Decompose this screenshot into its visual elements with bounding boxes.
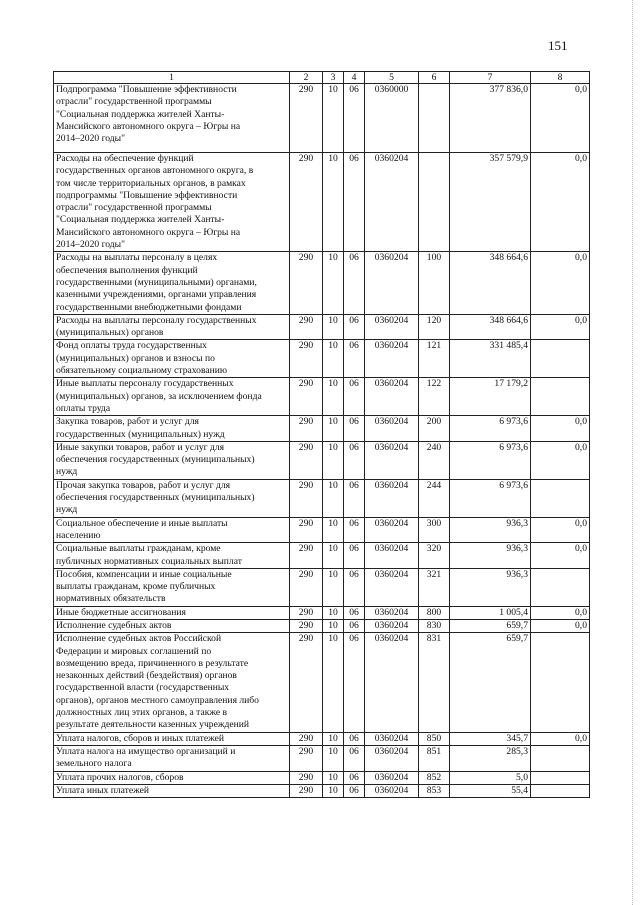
expense-type-cell: 321 xyxy=(419,568,450,606)
section-cell: 10 xyxy=(323,619,344,632)
column-header: 5 xyxy=(365,72,419,84)
row-name-cell: Уплата иных платежей xyxy=(54,784,290,797)
row-name-cell: Закупка товаров, работ и услуг для государственных (муниципальных) нужд xyxy=(54,416,290,442)
amount-cell: 6 973,6 xyxy=(450,479,531,517)
amount-cell xyxy=(531,378,590,416)
column-header: 8 xyxy=(531,72,590,84)
amount-cell: 0,0 xyxy=(531,314,590,340)
amount-cell: 345,7 xyxy=(450,732,531,745)
section-cell: 10 xyxy=(323,416,344,442)
target-item-cell: 0360204 xyxy=(365,732,419,745)
target-item-cell: 0360204 xyxy=(365,314,419,340)
code-cell: 290 xyxy=(290,732,323,745)
amount-cell: 0,0 xyxy=(531,441,590,479)
row-name-cell: Уплата прочих налогов, сборов xyxy=(54,771,290,784)
target-item-cell: 0360204 xyxy=(365,441,419,479)
section-cell: 10 xyxy=(323,745,344,771)
code-cell: 290 xyxy=(290,378,323,416)
column-header: 2 xyxy=(290,72,323,84)
subsection-cell: 06 xyxy=(344,732,365,745)
table-row xyxy=(54,543,590,569)
section-cell: 10 xyxy=(323,517,344,543)
table-row xyxy=(54,153,590,252)
amount-cell: 0,0 xyxy=(531,84,590,153)
code-cell: 290 xyxy=(290,619,323,632)
row-name-cell: Подпрограмма "Повышение эффективности отрасли" государственной программы "Социальная поддержка жителей Ханты- Мансийского автономного округа – Югры на 2014–2020 годы" xyxy=(54,84,290,153)
table-row xyxy=(54,252,590,314)
target-item-cell: 0360204 xyxy=(365,252,419,314)
amount-cell: 936,3 xyxy=(450,517,531,543)
row-name-cell: Исполнение судебных актов xyxy=(54,619,290,632)
amount-cell: 0,0 xyxy=(531,543,590,569)
code-cell: 290 xyxy=(290,745,323,771)
column-header: 1 xyxy=(54,72,290,84)
amount-cell xyxy=(531,633,590,732)
target-item-cell: 0360204 xyxy=(365,619,419,632)
code-cell: 290 xyxy=(290,479,323,517)
amount-cell: 377 836,0 xyxy=(450,84,531,153)
subsection-cell: 06 xyxy=(344,771,365,784)
target-item-cell: 0360204 xyxy=(365,153,419,252)
subsection-cell: 06 xyxy=(344,378,365,416)
row-name-cell: Уплата налога на имущество организаций и земельного налога xyxy=(54,745,290,771)
section-cell: 10 xyxy=(323,314,344,340)
amount-cell: 331 485,4 xyxy=(450,340,531,378)
amount-cell xyxy=(531,340,590,378)
expense-type-cell: 851 xyxy=(419,745,450,771)
expense-type-cell: 240 xyxy=(419,441,450,479)
expense-type-cell: 121 xyxy=(419,340,450,378)
expense-type-cell: 800 xyxy=(419,606,450,619)
section-cell: 10 xyxy=(323,771,344,784)
target-item-cell: 0360204 xyxy=(365,517,419,543)
expense-type-cell: 831 xyxy=(419,633,450,732)
expense-type-cell: 120 xyxy=(419,314,450,340)
table-row xyxy=(54,314,590,340)
expense-type-cell: 320 xyxy=(419,543,450,569)
target-item-cell: 0360204 xyxy=(365,771,419,784)
section-cell: 10 xyxy=(323,568,344,606)
header-row xyxy=(54,72,590,84)
row-name-cell: Расходы на выплаты персоналу в целях обеспечения выполнения функций государственными (муниципальными) органами, казенными учреждениями, органами управления государственными внебюджетными фондами xyxy=(54,252,290,314)
target-item-cell: 0360204 xyxy=(365,784,419,797)
table-body xyxy=(54,84,590,798)
code-cell: 290 xyxy=(290,606,323,619)
amount-cell xyxy=(531,568,590,606)
section-cell: 10 xyxy=(323,378,344,416)
section-cell: 10 xyxy=(323,84,344,153)
row-name-cell: Иные выплаты персоналу государственных (муниципальных) органов, за исключением фонда оплаты труда xyxy=(54,378,290,416)
table-row xyxy=(54,517,590,543)
expense-type-cell: 100 xyxy=(419,252,450,314)
expense-type-cell xyxy=(419,153,450,252)
target-item-cell: 0360204 xyxy=(365,606,419,619)
amount-cell: 0,0 xyxy=(531,153,590,252)
section-cell: 10 xyxy=(323,441,344,479)
row-name-cell: Прочая закупка товаров, работ и услуг для обеспечения государственных (муниципальных) нужд xyxy=(54,479,290,517)
row-name-cell: Социальные выплаты гражданам, кроме публичных нормативных социальных выплат xyxy=(54,543,290,569)
subsection-cell: 06 xyxy=(344,606,365,619)
subsection-cell: 06 xyxy=(344,619,365,632)
expense-type-cell: 200 xyxy=(419,416,450,442)
subsection-cell: 06 xyxy=(344,340,365,378)
code-cell: 290 xyxy=(290,771,323,784)
subsection-cell: 06 xyxy=(344,568,365,606)
row-name-cell: Фонд оплаты труда государственных (муниципальных) органов и взносы по обязательному социальному страхованию xyxy=(54,340,290,378)
code-cell: 290 xyxy=(290,543,323,569)
expense-type-cell: 853 xyxy=(419,784,450,797)
table-row xyxy=(54,441,590,479)
row-name-cell: Иные бюджетные ассигнования xyxy=(54,606,290,619)
code-cell: 290 xyxy=(290,784,323,797)
subsection-cell: 06 xyxy=(344,745,365,771)
table-row xyxy=(54,606,590,619)
amount-cell: 55,4 xyxy=(450,784,531,797)
table-row xyxy=(54,416,590,442)
table-row xyxy=(54,745,590,771)
table-row xyxy=(54,479,590,517)
section-cell: 10 xyxy=(323,606,344,619)
target-item-cell: 0360204 xyxy=(365,479,419,517)
row-name-cell: Расходы на выплаты персоналу государственных (муниципальных) органов xyxy=(54,314,290,340)
target-item-cell: 0360204 xyxy=(365,340,419,378)
amount-cell: 659,7 xyxy=(450,619,531,632)
amount-cell: 936,3 xyxy=(450,543,531,569)
amount-cell xyxy=(531,771,590,784)
row-name-cell: Пособия, компенсации и иные социальные выплаты гражданам, кроме публичных нормативных обязательств xyxy=(54,568,290,606)
table-row xyxy=(54,771,590,784)
column-header: 4 xyxy=(344,72,365,84)
table-row xyxy=(54,378,590,416)
section-cell: 10 xyxy=(323,633,344,732)
amount-cell: 5,0 xyxy=(450,771,531,784)
page-number: 151 xyxy=(548,38,568,53)
subsection-cell: 06 xyxy=(344,784,365,797)
target-item-cell: 0360000 xyxy=(365,84,419,153)
amount-cell xyxy=(531,784,590,797)
code-cell: 290 xyxy=(290,633,323,732)
section-cell: 10 xyxy=(323,479,344,517)
subsection-cell: 06 xyxy=(344,314,365,340)
amount-cell xyxy=(531,479,590,517)
subsection-cell: 06 xyxy=(344,441,365,479)
code-cell: 290 xyxy=(290,340,323,378)
code-cell: 290 xyxy=(290,416,323,442)
table-row xyxy=(54,568,590,606)
amount-cell: 285,3 xyxy=(450,745,531,771)
amount-cell: 348 664,6 xyxy=(450,314,531,340)
code-cell: 290 xyxy=(290,441,323,479)
table-row xyxy=(54,340,590,378)
expense-type-cell: 850 xyxy=(419,732,450,745)
column-header: 3 xyxy=(323,72,344,84)
amount-cell: 0,0 xyxy=(531,619,590,632)
amount-cell xyxy=(531,745,590,771)
amount-cell: 1 005,4 xyxy=(450,606,531,619)
row-name-cell: Расходы на обеспечение функций государственных органов автономного округа, в том числе территориальных органов, в рамках подпрограммы "Повышение эффективности отрасли" государственной программы "Социальная поддержка жителей Ханты- Мансийского автономного округа – Югры на 2014–2020 годы" xyxy=(54,153,290,252)
target-item-cell: 0360204 xyxy=(365,378,419,416)
expense-type-cell xyxy=(419,84,450,153)
code-cell: 290 xyxy=(290,252,323,314)
expense-type-cell: 830 xyxy=(419,619,450,632)
amount-cell: 6 973,6 xyxy=(450,441,531,479)
target-item-cell: 0360204 xyxy=(365,745,419,771)
table-row xyxy=(54,633,590,732)
table-row xyxy=(54,84,590,153)
row-name-cell: Иные закупки товаров, работ и услуг для обеспечения государственных (муниципальных) нужд xyxy=(54,441,290,479)
target-item-cell: 0360204 xyxy=(365,568,419,606)
expense-type-cell: 122 xyxy=(419,378,450,416)
column-header: 7 xyxy=(450,72,531,84)
table-row xyxy=(54,732,590,745)
budget-table xyxy=(53,71,590,798)
section-cell: 10 xyxy=(323,732,344,745)
target-item-cell: 0360204 xyxy=(365,416,419,442)
code-cell: 290 xyxy=(290,314,323,340)
subsection-cell: 06 xyxy=(344,633,365,732)
scan-edge-artifact xyxy=(632,0,634,905)
subsection-cell: 06 xyxy=(344,543,365,569)
amount-cell: 17 179,2 xyxy=(450,378,531,416)
amount-cell: 0,0 xyxy=(531,252,590,314)
expense-type-cell: 300 xyxy=(419,517,450,543)
amount-cell: 0,0 xyxy=(531,606,590,619)
amount-cell: 0,0 xyxy=(531,732,590,745)
code-cell: 290 xyxy=(290,568,323,606)
amount-cell: 0,0 xyxy=(531,416,590,442)
section-cell: 10 xyxy=(323,153,344,252)
column-header: 6 xyxy=(419,72,450,84)
row-name-cell: Социальное обеспечение и иные выплаты населению xyxy=(54,517,290,543)
section-cell: 10 xyxy=(323,543,344,569)
amount-cell: 659,7 xyxy=(450,633,531,732)
expense-type-cell: 244 xyxy=(419,479,450,517)
table-row xyxy=(54,619,590,632)
code-cell: 290 xyxy=(290,153,323,252)
amount-cell: 348 664,6 xyxy=(450,252,531,314)
amount-cell: 357 579,9 xyxy=(450,153,531,252)
code-cell: 290 xyxy=(290,517,323,543)
subsection-cell: 06 xyxy=(344,517,365,543)
row-name-cell: Исполнение судебных актов Российской Федерации и мировых соглашений по возмещению вреда, причиненного в результате незаконных действий (бездействия) органов государственной власти (государственных органов), органов местного самоуправления либо должностных лиц этих органов, а также в результате деятельности казенных учреждений xyxy=(54,633,290,732)
target-item-cell: 0360204 xyxy=(365,633,419,732)
table-row xyxy=(54,784,590,797)
amount-cell: 6 973,6 xyxy=(450,416,531,442)
subsection-cell: 06 xyxy=(344,153,365,252)
target-item-cell: 0360204 xyxy=(365,543,419,569)
subsection-cell: 06 xyxy=(344,84,365,153)
amount-cell: 0,0 xyxy=(531,517,590,543)
subsection-cell: 06 xyxy=(344,252,365,314)
section-cell: 10 xyxy=(323,252,344,314)
row-name-cell: Уплата налогов, сборов и иных платежей xyxy=(54,732,290,745)
subsection-cell: 06 xyxy=(344,416,365,442)
amount-cell: 936,3 xyxy=(450,568,531,606)
expense-type-cell: 852 xyxy=(419,771,450,784)
code-cell: 290 xyxy=(290,84,323,153)
section-cell: 10 xyxy=(323,340,344,378)
subsection-cell: 06 xyxy=(344,479,365,517)
section-cell: 10 xyxy=(323,784,344,797)
